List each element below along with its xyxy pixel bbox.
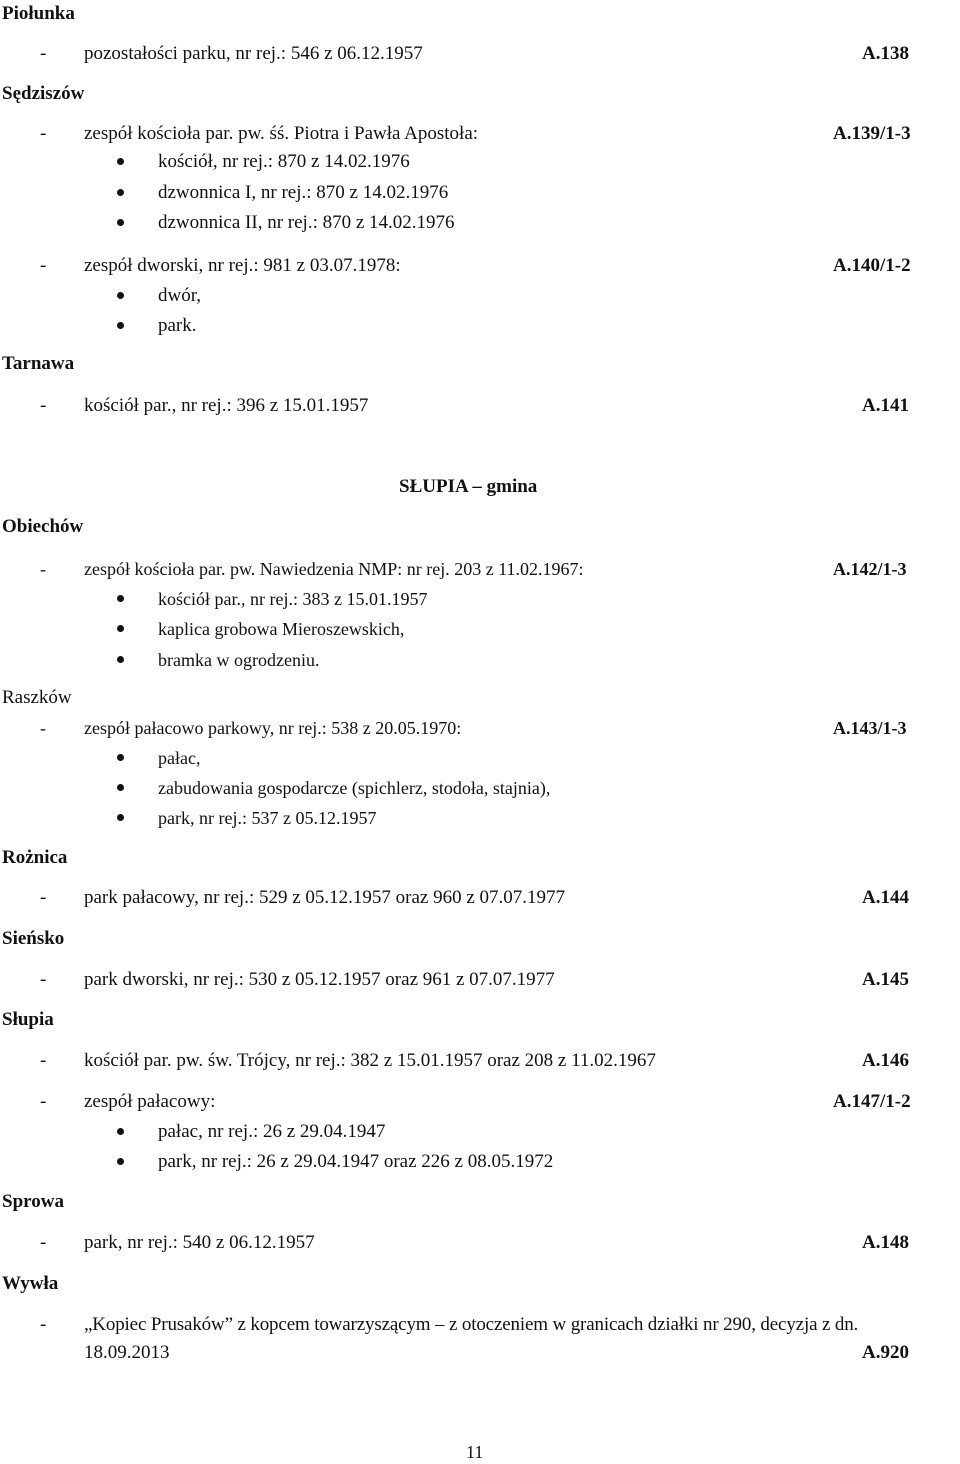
locality-heading-obiechow: Obiechów [2, 516, 84, 537]
locality-heading-sedziszow: Sędziszów [2, 83, 85, 104]
register-code: A.145 [862, 969, 909, 990]
list-dash: - [40, 255, 47, 276]
bullet-icon [117, 625, 124, 632]
bullet-item-text: park. [158, 315, 197, 336]
list-dash: - [40, 969, 47, 990]
bullet-icon [117, 1128, 124, 1135]
list-item-text: park dworski, nr rej.: 530 z 05.12.1957 oraz 961 z 07.07.1977 [84, 969, 555, 990]
register-code: A.142/1-3 [833, 559, 907, 579]
register-code: A.147/1-2 [833, 1091, 911, 1112]
locality-heading-sprowa: Sprowa [2, 1191, 64, 1212]
bullet-icon [117, 322, 124, 329]
list-dash: - [40, 43, 47, 64]
list-dash: - [40, 1314, 47, 1335]
locality-heading-siensko: Sieńsko [2, 928, 65, 949]
bullet-icon [117, 219, 124, 226]
register-code: A.141 [862, 395, 909, 416]
list-item-text: park, nr rej.: 540 z 06.12.1957 [84, 1232, 315, 1253]
bullet-item-text: zabudowania gospodarcze (spichlerz, stodoła, stajnia), [158, 778, 551, 798]
register-code: A.138 [862, 43, 909, 64]
list-item-text: pozostałości parku, nr rej.: 546 z 06.12.1957 [84, 43, 423, 64]
list-dash: - [40, 123, 47, 144]
list-dash: - [40, 1091, 47, 1112]
list-item-text: zespół pałacowy: [84, 1091, 216, 1112]
bullet-icon [117, 189, 124, 196]
bullet-icon [117, 814, 124, 821]
list-item-text: kościół par., nr rej.: 396 z 15.01.1957 [84, 395, 369, 416]
list-dash: - [40, 559, 46, 579]
list-item-text: „Kopiec Prusaków” z kopcem towarzyszącym – z otoczeniem w granicach działki nr 290, decyzja z dn. [84, 1314, 859, 1335]
bullet-item-text: pałac, [158, 748, 201, 768]
locality-heading-roznica: Rożnica [2, 847, 68, 868]
bullet-item-text: dzwonnica II, nr rej.: 870 z 14.02.1976 [158, 212, 455, 233]
list-item-text: zespół kościoła par. pw. Nawiedzenia NMP: nr rej. 203 z 11.02.1967: [84, 559, 584, 579]
section-title: SŁUPIA – gmina [399, 476, 538, 497]
register-code: A.920 [862, 1342, 909, 1363]
locality-heading-piolunka: Piołunka [2, 3, 75, 24]
bullet-icon [117, 158, 124, 165]
bullet-item-text: bramka w ogrodzeniu. [158, 650, 320, 670]
register-code: A.148 [862, 1232, 909, 1253]
register-code: A.139/1-3 [833, 123, 911, 144]
bullet-item-text: park, nr rej.: 537 z 05.12.1957 [158, 808, 377, 828]
bullet-icon [117, 595, 124, 602]
list-dash: - [40, 1050, 47, 1071]
list-dash: - [40, 395, 47, 416]
bullet-item-text: dzwonnica I, nr rej.: 870 z 14.02.1976 [158, 182, 449, 203]
list-dash: - [40, 887, 47, 908]
bullet-item-text: kościół par., nr rej.: 383 z 15.01.1957 [158, 589, 428, 609]
list-item-text: zespół pałacowo parkowy, nr rej.: 538 z 20.05.1970: [84, 718, 462, 738]
locality-heading-raszkow: Raszków [2, 687, 72, 708]
bullet-item-text: kościół, nr rej.: 870 z 14.02.1976 [158, 151, 410, 172]
locality-heading-slupia: Słupia [2, 1009, 54, 1030]
list-dash: - [40, 1232, 47, 1253]
list-item-text: park pałacowy, nr rej.: 529 z 05.12.1957 oraz 960 z 07.07.1977 [84, 887, 566, 908]
list-item-text: zespół dworski, nr rej.: 981 z 03.07.1978: [84, 255, 401, 276]
bullet-icon [117, 1158, 124, 1165]
list-item-text: zespół kościoła par. pw. śś. Piotra i Pawła Apostoła: [84, 123, 479, 144]
bullet-icon [117, 656, 124, 663]
bullet-icon [117, 292, 124, 299]
list-item-text: kościół par. pw. św. Trójcy, nr rej.: 382 z 15.01.1957 oraz 208 z 11.02.1967 [84, 1050, 656, 1071]
bullet-item-text: kaplica grobowa Mieroszewskich, [158, 619, 405, 639]
list-dash: - [40, 718, 46, 738]
locality-heading-tarnawa: Tarnawa [2, 353, 75, 374]
register-code: A.146 [862, 1050, 909, 1071]
bullet-item-text: park, nr rej.: 26 z 29.04.1947 oraz 226 z 08.05.1972 [158, 1151, 554, 1172]
register-code: A.144 [862, 887, 909, 908]
register-code: A.140/1-2 [833, 255, 911, 276]
list-item-text: 18.09.2013 [84, 1342, 170, 1363]
locality-heading-wywla: Wywła [2, 1273, 59, 1294]
bullet-icon [117, 754, 124, 761]
bullet-icon [117, 784, 124, 791]
bullet-item-text: dwór, [158, 285, 202, 306]
page-number: 11 [466, 1442, 484, 1462]
register-code: A.143/1-3 [833, 718, 907, 738]
bullet-item-text: pałac, nr rej.: 26 z 29.04.1947 [158, 1121, 386, 1142]
